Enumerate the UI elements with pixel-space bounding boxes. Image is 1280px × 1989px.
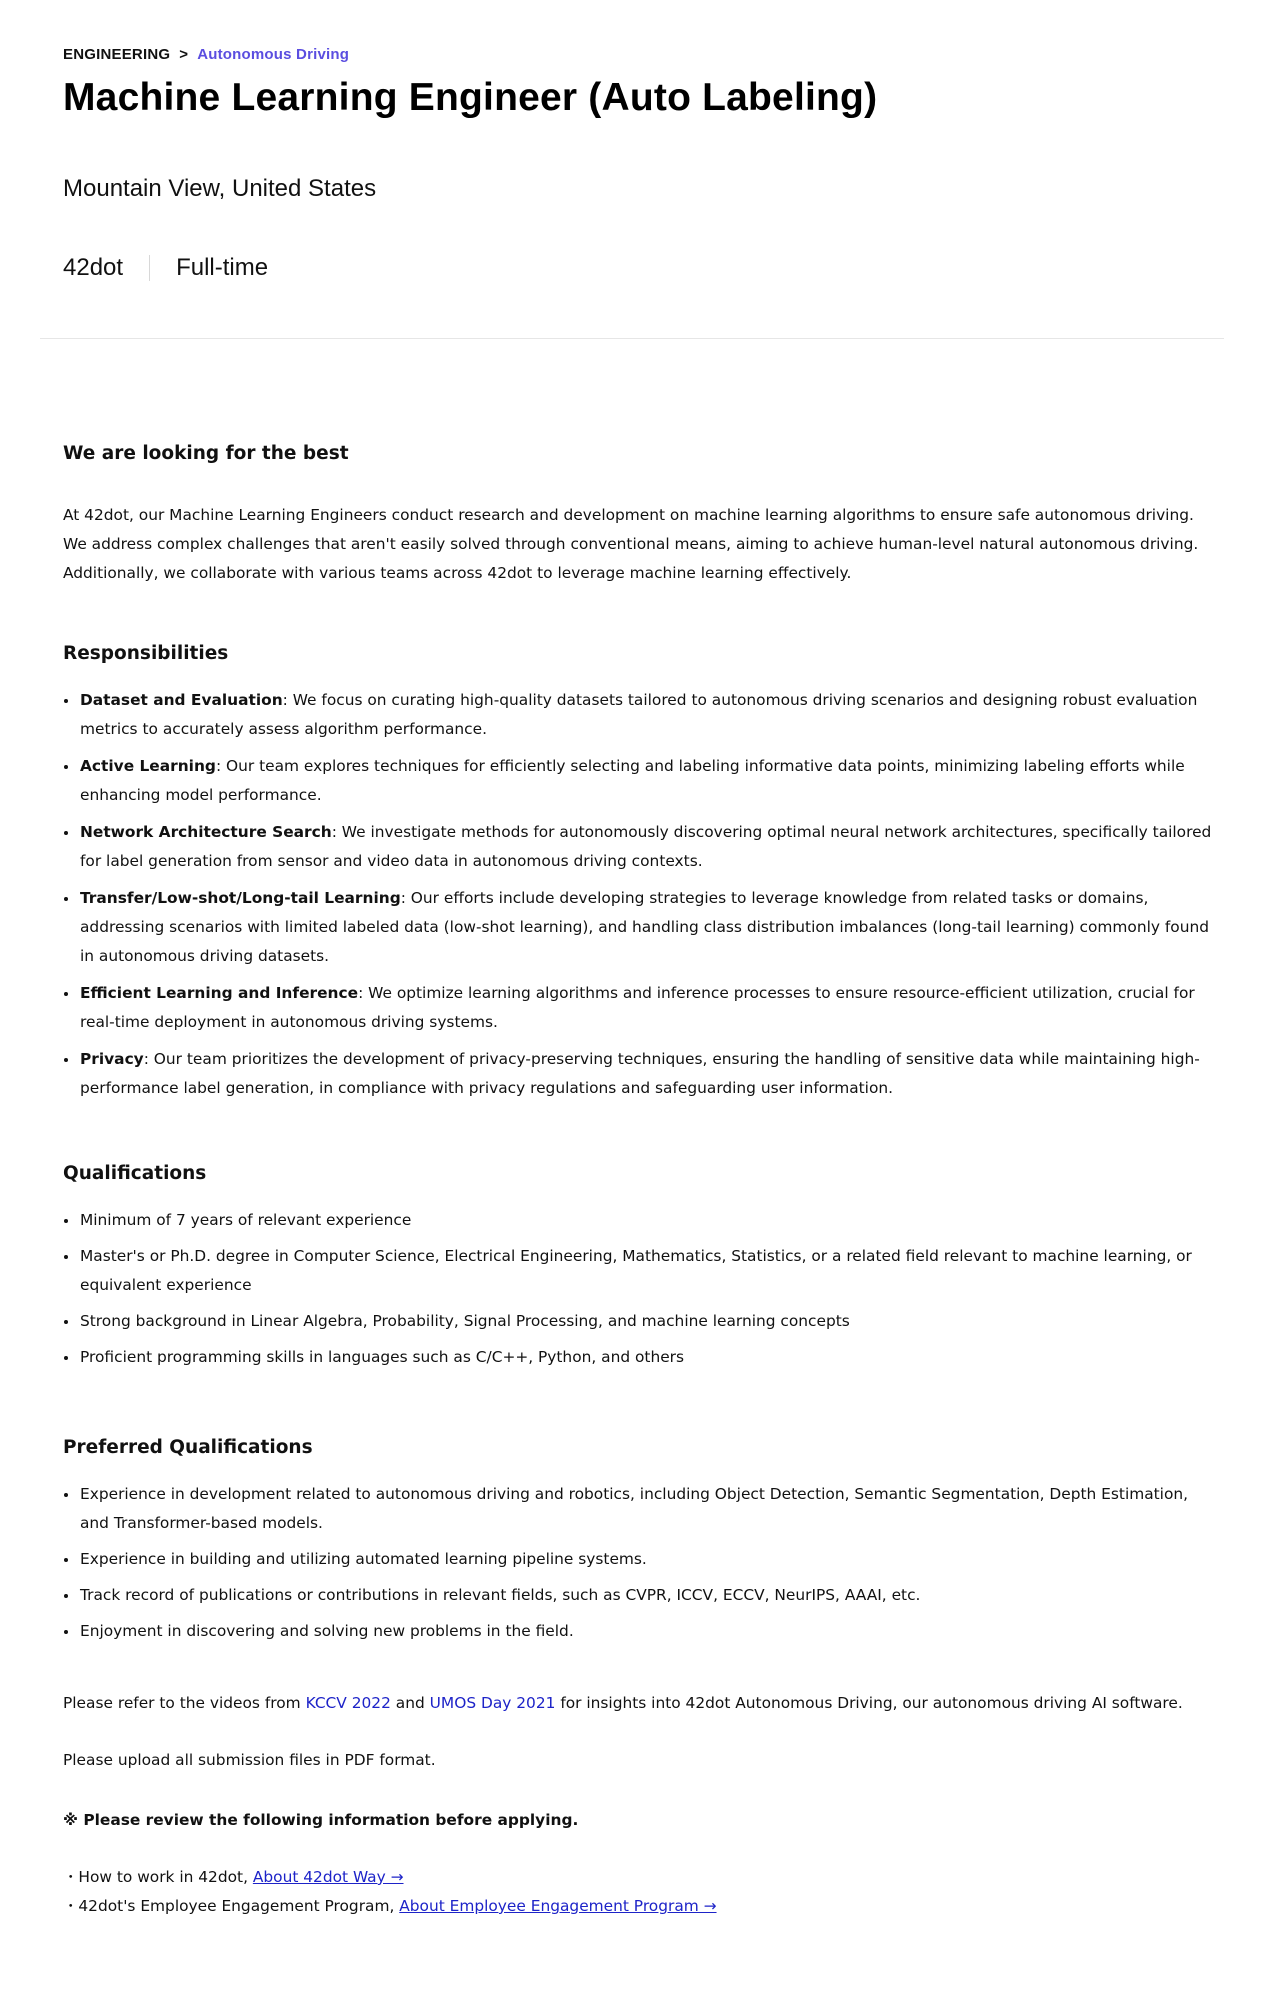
section-heading-responsibilities: Responsibilities — [63, 643, 229, 664]
item-text: : Our team prioritizes the development of privacy-preserving techniques, ensuring the handling of sensitive data while maintaining high-performance label generation, in compliance with privacy regulations and safeguarding user information. — [80, 1050, 1200, 1097]
list-item: Experience in development related to autonomous driving and robotics, including Object Detection, Semantic Segmentation, Depth Estimation, and Transformer-based models. — [63, 1480, 1213, 1538]
employee-engagement-link[interactable]: About Employee Engagement Program → — [399, 1897, 717, 1915]
responsibilities-list — [63, 686, 1213, 1111]
breadcrumb-current[interactable]: Autonomous Driving — [197, 46, 350, 63]
umos-video-link[interactable]: UMOS Day 2021 — [429, 1694, 556, 1712]
meta-divider — [149, 255, 150, 281]
list-item: Strong background in Linear Algebra, Probability, Signal Processing, and machine learning concepts — [63, 1307, 1213, 1336]
item-term: Efficient Learning and Inference — [80, 984, 359, 1002]
list-item: Track record of publications or contributions in relevant fields, such as CVPR, ICCV, ECCV, NeurIPS, AAAI, etc. — [63, 1581, 1213, 1610]
videos-prefix: Please refer to the videos from — [63, 1694, 306, 1712]
list-item: Master's or Ph.D. degree in Computer Science, Electrical Engineering, Mathematics, Statistics, or a related field relevant to machine learning, or equivalent experience — [63, 1242, 1213, 1300]
item-text: : Our efforts include developing strategies to leverage knowledge from related tasks or domains, addressing scenarios with limited labeled data (low-shot learning), and handling class distribution imbalances (long-tail learning) commonly found in autonomous driving datasets. — [80, 889, 1209, 965]
breadcrumb — [63, 46, 349, 63]
breadcrumb-root[interactable]: ENGINEERING — [63, 46, 171, 63]
list-item: Enjoyment in discovering and solving new problems in the field. — [63, 1617, 1213, 1646]
about-42dot-way-link[interactable]: About 42dot Way → — [252, 1868, 404, 1886]
kccv-video-link[interactable]: KCCV 2022 — [305, 1694, 391, 1712]
videos-suffix: for insights into 42dot Autonomous Driving, our autonomous driving AI software. — [555, 1694, 1183, 1712]
upload-note: Please upload all submission files in PDF format. — [63, 1751, 436, 1769]
info-line-engagement — [63, 1892, 717, 1921]
item-text: : We focus on curating high-quality datasets tailored to autonomous driving scenarios and designing robust evaluation metrics to accurately assess algorithm performance. — [80, 691, 1198, 738]
intro-paragraph: At 42dot, our Machine Learning Engineers conduct research and development on machine learning algorithms to ensure safe autonomous driving. We address complex challenges that aren't easily solved through conventional means, aiming to achieve human-level natural autonomous driving. Additionally, we collaborate with various teams across 42dot to leverage machine learning effectively. — [63, 506, 1199, 582]
job-meta — [63, 254, 268, 282]
page-title: Machine Learning Engineer (Auto Labeling) — [63, 76, 878, 119]
qualifications-list — [63, 1206, 1213, 1379]
section-heading-looking: We are looking for the best — [63, 443, 349, 464]
list-item — [63, 1045, 1213, 1103]
info-line-way — [63, 1863, 404, 1892]
item-term: Transfer/Low-shot/Long-tail Learning — [80, 889, 401, 907]
header-divider — [40, 338, 1224, 339]
list-item — [63, 884, 1213, 971]
review-note: ※ Please review the following information before applying. — [63, 1811, 579, 1829]
item-term: Active Learning — [80, 757, 216, 775]
list-item — [63, 752, 1213, 810]
list-item: Proficient programming skills in languages such as C/C++, Python, and others — [63, 1343, 1213, 1372]
list-item: Experience in building and utilizing automated learning pipeline systems. — [63, 1545, 1213, 1574]
info-prefix: ・How to work in 42dot, — [63, 1868, 253, 1886]
list-item — [63, 686, 1213, 744]
list-item — [63, 979, 1213, 1037]
breadcrumb-separator: > — [179, 46, 189, 63]
list-item: Minimum of 7 years of relevant experience — [63, 1206, 1213, 1235]
preferred-list — [63, 1480, 1213, 1653]
item-text: : We investigate methods for autonomously discovering optimal neural network architectures, specifically tailored for label generation from sensor and video data in autonomous driving contexts. — [80, 823, 1212, 870]
section-heading-preferred: Preferred Qualifications — [63, 1437, 313, 1458]
job-location: Mountain View, United States — [63, 175, 377, 202]
item-text: : Our team explores techniques for efficiently selecting and labeling informative data points, minimizing labeling efforts while enhancing model performance. — [80, 757, 1185, 804]
list-item — [63, 818, 1213, 876]
employment-type: Full-time — [176, 254, 269, 281]
videos-middle: and — [390, 1694, 430, 1712]
item-term: Dataset and Evaluation — [80, 691, 283, 709]
company-name: 42dot — [63, 254, 124, 281]
info-prefix: ・42dot's Employee Engagement Program, — [63, 1897, 400, 1915]
item-text: : We optimize learning algorithms and inference processes to ensure resource-efficient utilization, crucial for real-time deployment in autonomous driving systems. — [80, 984, 1195, 1031]
section-heading-qualifications: Qualifications — [63, 1163, 207, 1184]
item-term: Network Architecture Search — [80, 823, 332, 841]
item-term: Privacy — [80, 1050, 144, 1068]
videos-note — [63, 1689, 1183, 1718]
